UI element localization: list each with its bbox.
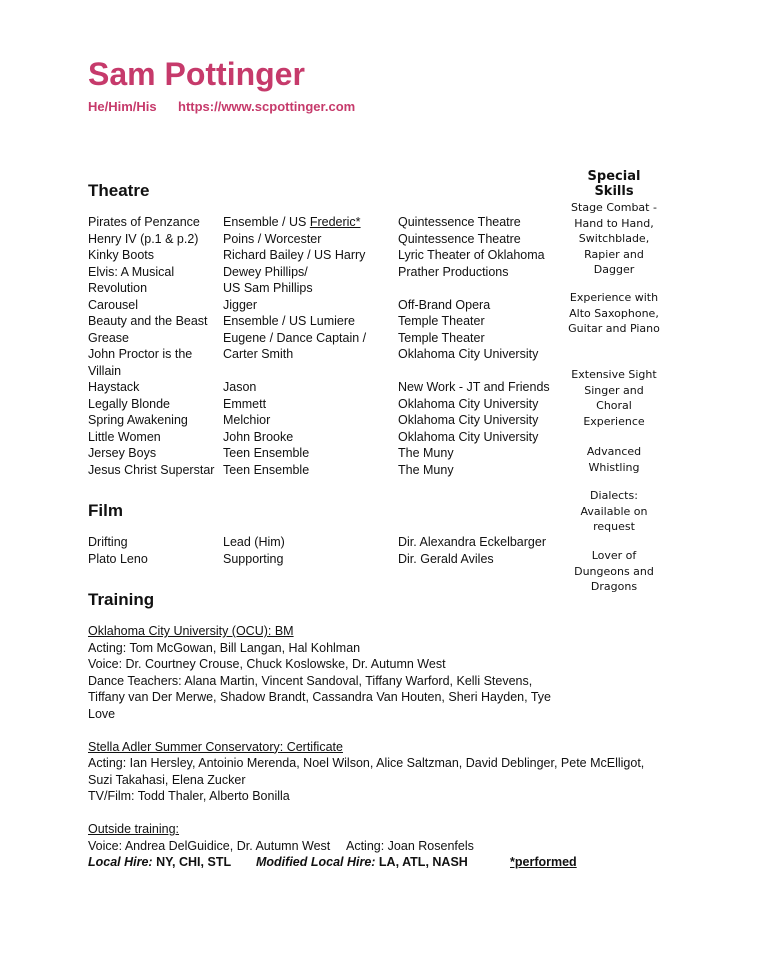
show-title: Jersey Boys	[88, 446, 157, 460]
role: Teen Ensemble	[223, 462, 310, 477]
skill-item: Dialects: Available on request	[580, 489, 648, 533]
theatre-row	[88, 280, 568, 297]
training-line: Acting: Ian Hersley, Antoinio Merenda, Noel Wilson, Alice Saltzman, David Deblinger, Pete McElligot,	[88, 756, 645, 770]
role: Poins / Worcester	[223, 231, 322, 246]
theatre-row	[88, 379, 568, 396]
show-title: John Proctor is the	[88, 347, 193, 361]
modified-hire-label: Modified Local Hire:	[256, 855, 376, 869]
show-title: Elvis: A Musical	[88, 264, 175, 279]
role: Carter Smith	[223, 347, 294, 361]
theatre-row	[88, 429, 568, 446]
skill-item: Stage Combat - Hand to Hand, Switchblade, Rapier and Dagger	[571, 201, 657, 276]
role: Teen Ensemble	[223, 446, 310, 460]
show-title: Villain	[88, 363, 122, 378]
company: New Work - JT and Friends	[398, 380, 550, 394]
show-title: Grease	[88, 330, 129, 345]
role-text: Ensemble / US	[223, 215, 310, 229]
theatre-row	[88, 330, 568, 347]
theatre-heading: Theatre	[88, 181, 150, 200]
outside-training-title: Outside training:	[88, 822, 180, 836]
role: Lead (Him)	[223, 535, 285, 549]
training-line: Voice: Dr. Courtney Crouse, Chuck Koslowske, Dr. Autumn West	[88, 657, 446, 671]
theatre-row	[88, 297, 568, 314]
role	[223, 214, 361, 231]
company: Quintessence Theatre	[398, 231, 521, 246]
theatre-row	[88, 346, 568, 363]
theatre-row	[88, 412, 568, 429]
training-heading: Training	[88, 590, 155, 609]
training-line: Suzi Takahasi, Elena Zucker	[88, 772, 246, 787]
director: Dir. Alexandra Eckelbarger	[398, 535, 546, 549]
show-title: Spring Awakening	[88, 413, 188, 427]
theatre-row	[88, 445, 568, 462]
pronouns: He/Him/His	[88, 99, 157, 114]
company: Oklahoma City University	[398, 429, 539, 444]
company: Temple Theater	[398, 314, 485, 328]
local-hire-value: NY, CHI, STL	[152, 855, 232, 869]
show-title: Revolution	[88, 281, 148, 295]
role: Jigger	[223, 297, 258, 312]
modified-hire-line	[256, 854, 476, 871]
show-title: Carousel	[88, 297, 139, 312]
theatre-row	[88, 247, 568, 264]
ocu-title: Oklahoma City University (OCU): BM	[88, 624, 294, 638]
role: Ensemble / US Lumiere	[223, 314, 356, 328]
performed-role: Frederic*	[309, 215, 361, 229]
special-skills-heading: Special Skills	[587, 169, 641, 199]
company: Oklahoma City University	[398, 396, 539, 411]
skill-item: Advanced Whistling	[586, 445, 642, 474]
skill-item: Experience with Alto Saxophone, Guitar and Piano	[568, 291, 660, 335]
show-title: Pirates of Penzance	[88, 215, 200, 229]
website-link[interactable]: https://www.scpottinger.com	[178, 99, 356, 114]
training-line: Dance Teachers: Alana Martin, Vincent Sandoval, Tiffany Warford, Kelli Stevens,	[88, 673, 533, 688]
stella-title: Stella Adler Summer Conservatory: Certificate	[88, 739, 343, 754]
film-row	[88, 534, 568, 551]
show-title: Kinky Boots	[88, 248, 155, 262]
show-title: Jesus Christ Superstar	[88, 462, 215, 477]
modified-hire-value: LA, ATL, NASH	[375, 855, 468, 869]
theatre-row	[88, 313, 568, 330]
company: The Muny	[398, 446, 454, 460]
resume-name: Sam Pottinger	[88, 56, 305, 92]
show-title: Henry IV (p.1 & p.2)	[88, 231, 199, 246]
outside-voice: Voice: Andrea DelGuidice, Dr. Autumn West	[88, 838, 331, 853]
role: Emmett	[223, 396, 267, 411]
company: The Muny	[398, 462, 454, 477]
role: John Brooke	[223, 429, 294, 444]
training-line: TV/Film: Todd Thaler, Alberto Bonilla	[88, 789, 290, 803]
show-title: Beauty and the Beast	[88, 314, 208, 328]
show-title: Legally Blonde	[88, 396, 171, 411]
company: Off-Brand Opera	[398, 297, 491, 312]
theatre-row	[88, 214, 568, 231]
company: Oklahoma City University	[398, 413, 539, 427]
theatre-row	[88, 396, 568, 413]
role: Dewey Phillips/	[223, 264, 308, 279]
role: Melchior	[223, 413, 271, 427]
training-line: Tiffany van Der Merwe, Shadow Brandt, Cassandra Van Houten, Sheri Hayden, Tye	[88, 690, 551, 704]
company: Oklahoma City University	[398, 347, 539, 361]
theatre-row	[88, 264, 568, 281]
show-title: Haystack	[88, 380, 140, 394]
performed-note: *performed	[510, 855, 577, 869]
film-heading: Film	[88, 501, 123, 520]
role: US Sam Phillips	[223, 281, 313, 295]
local-hire-label: Local Hire:	[88, 855, 153, 869]
role: Supporting	[223, 551, 284, 566]
film-title: Plato Leno	[88, 551, 148, 566]
skill-item: Extensive Sight Singer and Choral Experience	[571, 368, 657, 428]
film-title: Drifting	[88, 535, 128, 549]
film-row	[88, 551, 568, 568]
skill-item: Lover of Dungeons and Dragons	[574, 549, 654, 593]
training-line: Love	[88, 706, 116, 721]
role: Jason	[223, 380, 257, 394]
director: Dir. Gerald Aviles	[398, 551, 494, 566]
company: Quintessence Theatre	[398, 215, 521, 229]
show-title: Little Women	[88, 429, 161, 444]
theatre-row	[88, 363, 568, 380]
role: Eugene / Dance Captain /	[223, 330, 367, 345]
theatre-row	[88, 231, 568, 248]
company: Prather Productions	[398, 264, 509, 279]
training-line: Acting: Tom McGowan, Bill Langan, Hal Kohlman	[88, 640, 361, 655]
company: Temple Theater	[398, 330, 485, 345]
role: Richard Bailey / US Harry	[223, 248, 366, 262]
outside-acting: Acting: Joan Rosenfels	[346, 838, 474, 853]
company: Lyric Theater of Oklahoma	[398, 248, 545, 262]
theatre-row	[88, 462, 568, 479]
